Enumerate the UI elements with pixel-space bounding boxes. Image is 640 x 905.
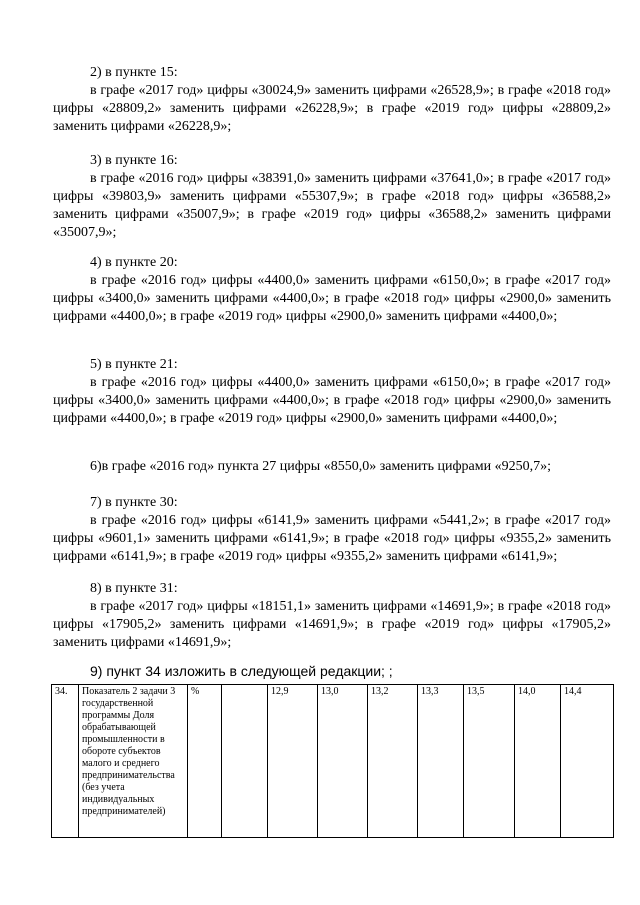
amendment-item-7 bbox=[53, 494, 611, 566]
item-body: в графе «2017 год» цифры «30024,9» заменить цифрами «26528,9»; в графе «2018 год» цифры «28809,2» заменить цифрами «26228,9»; в графе «2019 год» цифры «28809,2» заменить цифрами «26228,9»; bbox=[53, 83, 611, 134]
table-row bbox=[52, 685, 614, 838]
item-heading: 8) в пункте 31: bbox=[90, 581, 178, 596]
cell-unit: % bbox=[188, 685, 222, 838]
amendment-item-8 bbox=[53, 580, 611, 652]
cell-value: 12,9 bbox=[268, 685, 318, 838]
indicator-table bbox=[51, 684, 614, 838]
cell-value: 13,2 bbox=[368, 685, 418, 838]
cell-value: 14,4 bbox=[561, 685, 614, 838]
item-heading: 4) в пункте 20: bbox=[90, 255, 178, 270]
item-heading: 3) в пункте 16: bbox=[90, 153, 178, 168]
item-heading: 5) в пункте 21: bbox=[90, 357, 178, 372]
amendment-item-6 bbox=[53, 458, 611, 476]
amendment-item-5 bbox=[53, 356, 611, 428]
cell-value: 14,0 bbox=[515, 685, 561, 838]
amendment-item-2 bbox=[53, 64, 611, 136]
cell-value: 13,3 bbox=[418, 685, 464, 838]
item-heading: 7) в пункте 30: bbox=[90, 495, 178, 510]
item-body: в графе «2016 год» цифры «38391,0» заменить цифрами «37641,0»; в графе «2017 год» цифры «39803,9» заменить цифрами «55307,9»; в графе «2018 год» цифры «36588,2» заменить цифрами «35007,9»; в графе «2019 год» цифры «36588,2» заменить цифрами «35007,9»; bbox=[53, 171, 611, 240]
item-body: в графе «2017 год» цифры «18151,1» заменить цифрами «14691,9»; в графе «2018 год» цифры «17905,2» заменить цифрами «14691,9»; в графе «2019 год» цифры «17905,2» заменить цифрами «14691,9»; bbox=[53, 599, 611, 650]
amendment-item-3 bbox=[53, 152, 611, 242]
table-title: 9) пункт 34 изложить в следующей редакции; ; bbox=[90, 663, 393, 679]
cell-indicator-name: Показатель 2 задачи 3 государственной программы Доля обрабатывающей промышленности в обороте субъектов малого и среднего предпринимательства (без учета индивидуальных предпринимателей) bbox=[79, 685, 188, 838]
item-single-line: 6)в графе «2016 год» пункта 27 цифры «8550,0» заменить цифрами «9250,7»; bbox=[90, 459, 552, 474]
amendment-item-4 bbox=[53, 254, 611, 326]
item-body: в графе «2016 год» цифры «4400,0» заменить цифрами «6150,0»; в графе «2017 год» цифры «3400,0» заменить цифрами «4400,0»; в графе «2018 год» цифры «2900,0» заменить цифрами «4400,0»; в графе «2019 год» цифры «2900,0» заменить цифрами «4400,0»; bbox=[53, 273, 611, 324]
cell-number: 34. bbox=[52, 685, 79, 838]
item-heading: 2) в пункте 15: bbox=[90, 65, 178, 80]
cell-value: 13,0 bbox=[318, 685, 368, 838]
cell-value: 13,5 bbox=[464, 685, 515, 838]
item-body: в графе «2016 год» цифры «6141,9» заменить цифрами «5441,2»; в графе «2017 год» цифры «9601,1» заменить цифрами «6141,9»; в графе «2018 год» цифры «9355,2» заменить цифрами «6141,9»; в графе «2019 год» цифры «9355,2» заменить цифрами «6141,9»; bbox=[53, 513, 611, 564]
item-body: в графе «2016 год» цифры «4400,0» заменить цифрами «6150,0»; в графе «2017 год» цифры «3400,0» заменить цифрами «4400,0»; в графе «2018 год» цифры «2900,0» заменить цифрами «4400,0»; в графе «2019 год» цифры «2900,0» заменить цифрами «4400,0»; bbox=[53, 375, 611, 426]
cell-empty bbox=[222, 685, 268, 838]
